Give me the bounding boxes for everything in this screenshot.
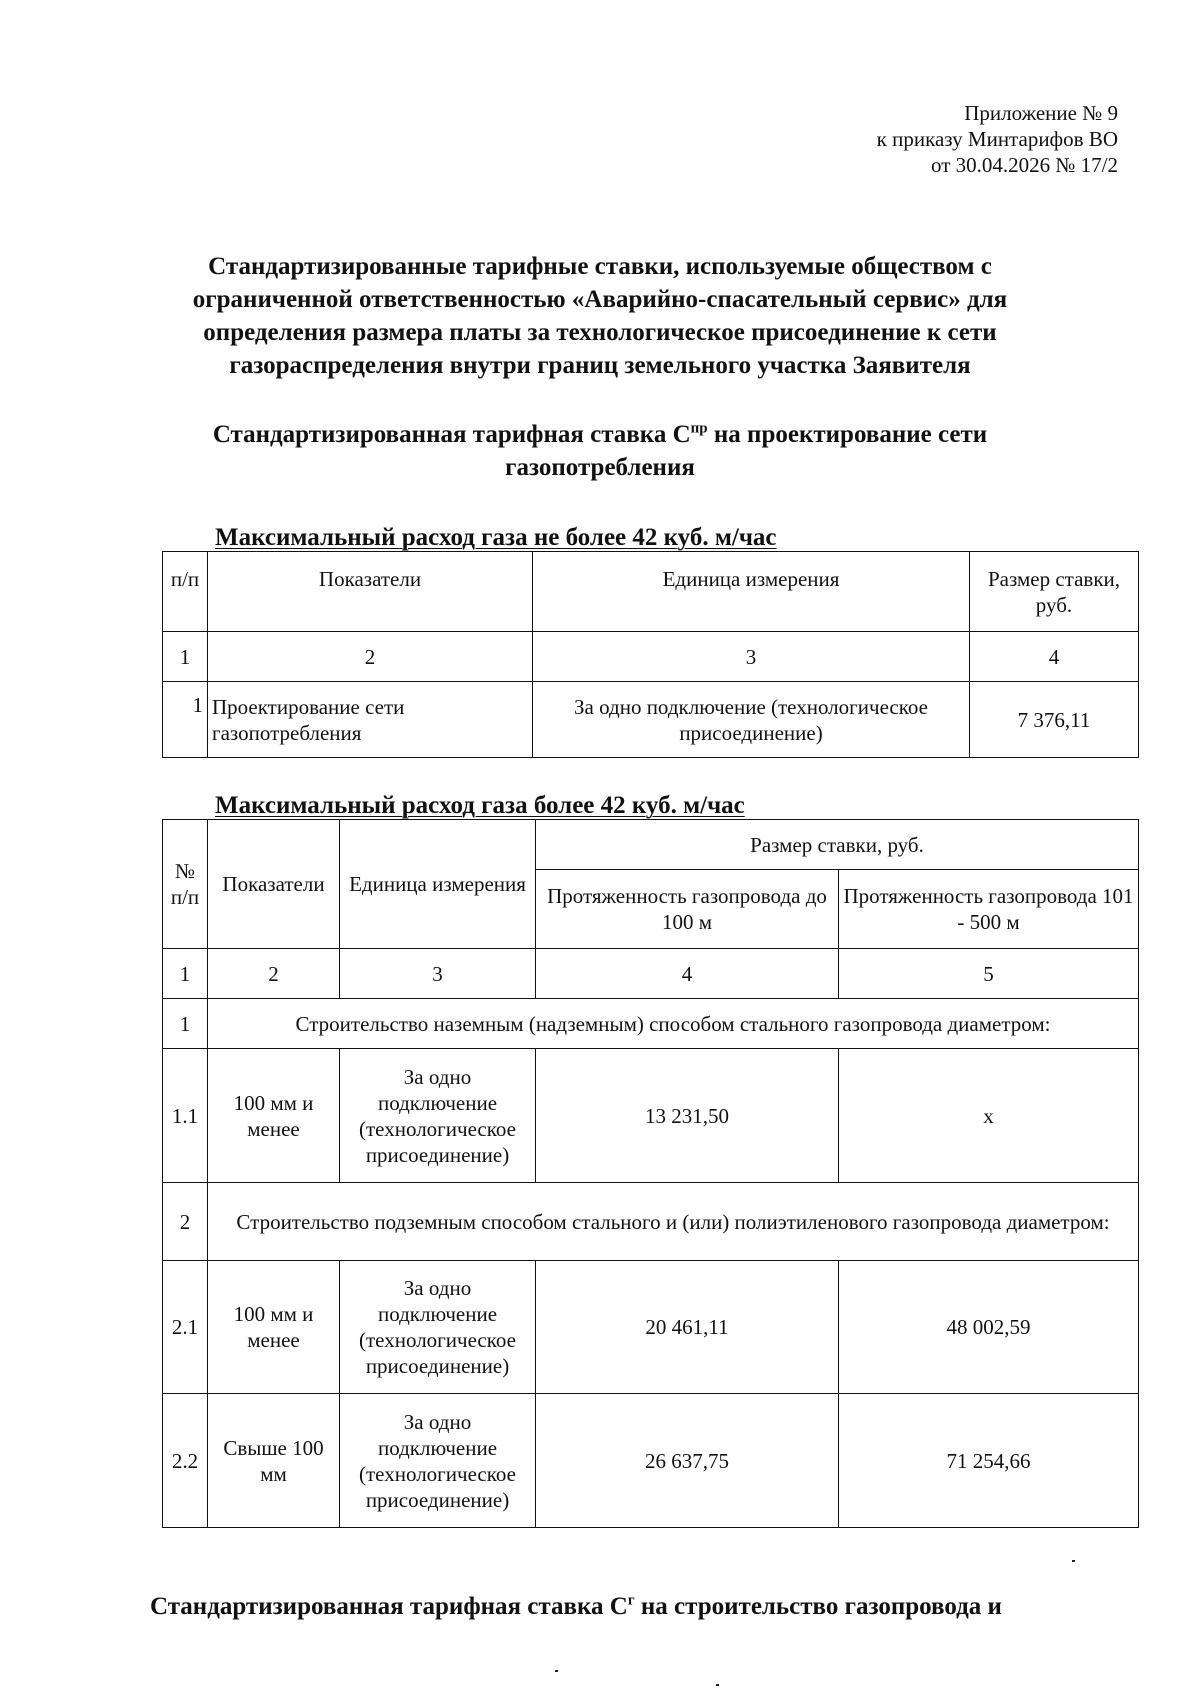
title-line-1: Стандартизированные тарифные ставки, используемые обществом с bbox=[208, 253, 992, 280]
title-line-2: ограниченной ответственностью «Аварийно-спасательный сервис» для bbox=[192, 286, 1008, 313]
row-1-1-value-1: 13 231,50 bbox=[536, 1049, 839, 1183]
scan-speck bbox=[716, 1684, 719, 1686]
section-1-text: Строительство наземным (надземным) способом стального газопровода диаметром: bbox=[208, 999, 1139, 1049]
table1-header-indicator: Показатели bbox=[208, 552, 533, 632]
table1-header-rate: Размер ставки, руб. bbox=[970, 552, 1139, 632]
row-1-1-unit: За одно подключение (технологическое присоединение) bbox=[340, 1049, 536, 1183]
table2-heading: Максимальный расход газа более 42 куб. м/час bbox=[215, 792, 745, 819]
table2-section-2-row bbox=[163, 1183, 1139, 1261]
table1-heading: Максимальный расход газа не более 42 куб. м/час bbox=[215, 524, 777, 551]
table1-col-number: 2 bbox=[208, 632, 533, 682]
document-title bbox=[150, 250, 1050, 382]
table2-numbers-row bbox=[163, 949, 1139, 999]
table1-header-num: п/п bbox=[163, 552, 208, 632]
row-2-2-value-1: 26 637,75 bbox=[536, 1394, 839, 1528]
subtitle-prefix: Стандартизированная тарифная ставка С bbox=[212, 421, 691, 448]
table1-row-num: 1 bbox=[163, 682, 208, 758]
appendix-line-3: от 30.04.2026 № 17/2 bbox=[930, 153, 1118, 177]
scan-speck bbox=[555, 1670, 558, 1672]
title-line-4: газораспределения внутри границ земельного участка Заявителя bbox=[229, 352, 971, 379]
table2-row-2-2 bbox=[163, 1394, 1139, 1528]
row-2-1-unit: За одно подключение (технологическое присоединение) bbox=[340, 1261, 536, 1394]
table1-header-unit: Единица измерения bbox=[533, 552, 970, 632]
row-2-2-value-2: 71 254,66 bbox=[839, 1394, 1139, 1528]
row-2-2-num: 2.2 bbox=[163, 1394, 208, 1528]
row-2-1-num: 2.1 bbox=[163, 1261, 208, 1394]
table2-col-number: 2 bbox=[208, 949, 340, 999]
row-2-2-indicator: Свыше 100 мм bbox=[208, 1394, 340, 1528]
table1-row-value: 7 376,11 bbox=[970, 682, 1139, 758]
row-1-1-indicator: 100 мм и менее bbox=[208, 1049, 340, 1183]
subtitle-line-1 bbox=[150, 418, 1050, 451]
row-2-1-value-1: 20 461,11 bbox=[536, 1261, 839, 1394]
section-2-num: 2 bbox=[163, 1183, 208, 1261]
table2-col-number: 4 bbox=[536, 949, 839, 999]
table1-row-unit: За одно подключение (технологическое присоединение) bbox=[533, 682, 970, 758]
table1-col-number: 3 bbox=[533, 632, 970, 682]
subtitle-superscript: пр bbox=[690, 420, 708, 437]
appendix-line-2: к приказу Минтарифов ВО bbox=[876, 127, 1118, 151]
subtitle-line-2: газопотребления bbox=[505, 454, 695, 481]
appendix-block bbox=[877, 100, 1118, 178]
table1-col-number: 4 bbox=[970, 632, 1139, 682]
bottom-title-superscript: г bbox=[627, 1592, 635, 1609]
table2-col-number: 1 bbox=[163, 949, 208, 999]
table2-col-number: 3 bbox=[340, 949, 536, 999]
row-2-1-value-2: 48 002,59 bbox=[839, 1261, 1139, 1394]
bottom-title-prefix: Стандартизированная тарифная ставка С bbox=[150, 1593, 628, 1620]
table2-row-2-1 bbox=[163, 1261, 1139, 1394]
section-1-num: 1 bbox=[163, 999, 208, 1049]
table2-header-length-1: Протяженность газопровода до 100 м bbox=[536, 870, 839, 949]
row-2-2-unit: За одно подключение (технологическое присоединение) bbox=[340, 1394, 536, 1528]
table2 bbox=[162, 819, 1139, 1528]
appendix-line-1: Приложение № 9 bbox=[964, 101, 1118, 125]
table2-section-1-row bbox=[163, 999, 1139, 1049]
table1-numbers-row bbox=[163, 632, 1139, 682]
row-2-1-indicator: 100 мм и менее bbox=[208, 1261, 340, 1394]
subtitle-suffix: на проектирование сети bbox=[707, 421, 988, 448]
table1-data-row bbox=[163, 682, 1139, 758]
row-1-1-value-2: х bbox=[839, 1049, 1139, 1183]
table1-header-row bbox=[163, 552, 1139, 632]
table1 bbox=[162, 551, 1139, 758]
table2-header-num: № п/п bbox=[163, 820, 208, 949]
scan-speck bbox=[1072, 1560, 1075, 1562]
title-line-3: определения размера платы за технологическое присоединение к сети bbox=[203, 319, 997, 346]
table2-header-rate: Размер ставки, руб. bbox=[536, 820, 1139, 870]
table1-row-indicator: Проектирование сети газопотребления bbox=[208, 682, 533, 758]
table2-header-row-1 bbox=[163, 820, 1139, 870]
table2-header-indicator: Показатели bbox=[208, 820, 340, 949]
bottom-section-title bbox=[150, 1592, 1140, 1622]
bottom-title-suffix: на строительство газопровода и bbox=[634, 1593, 1002, 1620]
row-1-1-num: 1.1 bbox=[163, 1049, 208, 1183]
table2-header-unit: Единица измерения bbox=[340, 820, 536, 949]
table2-header-length-2: Протяженность газопровода 101 - 500 м bbox=[839, 870, 1139, 949]
section-subtitle bbox=[150, 418, 1050, 484]
table2-row-1-1 bbox=[163, 1049, 1139, 1183]
table2-col-number: 5 bbox=[839, 949, 1139, 999]
table1-col-number: 1 bbox=[163, 632, 208, 682]
section-2-text: Строительство подземным способом стального и (или) полиэтиленового газопровода диаметром: bbox=[208, 1183, 1139, 1261]
